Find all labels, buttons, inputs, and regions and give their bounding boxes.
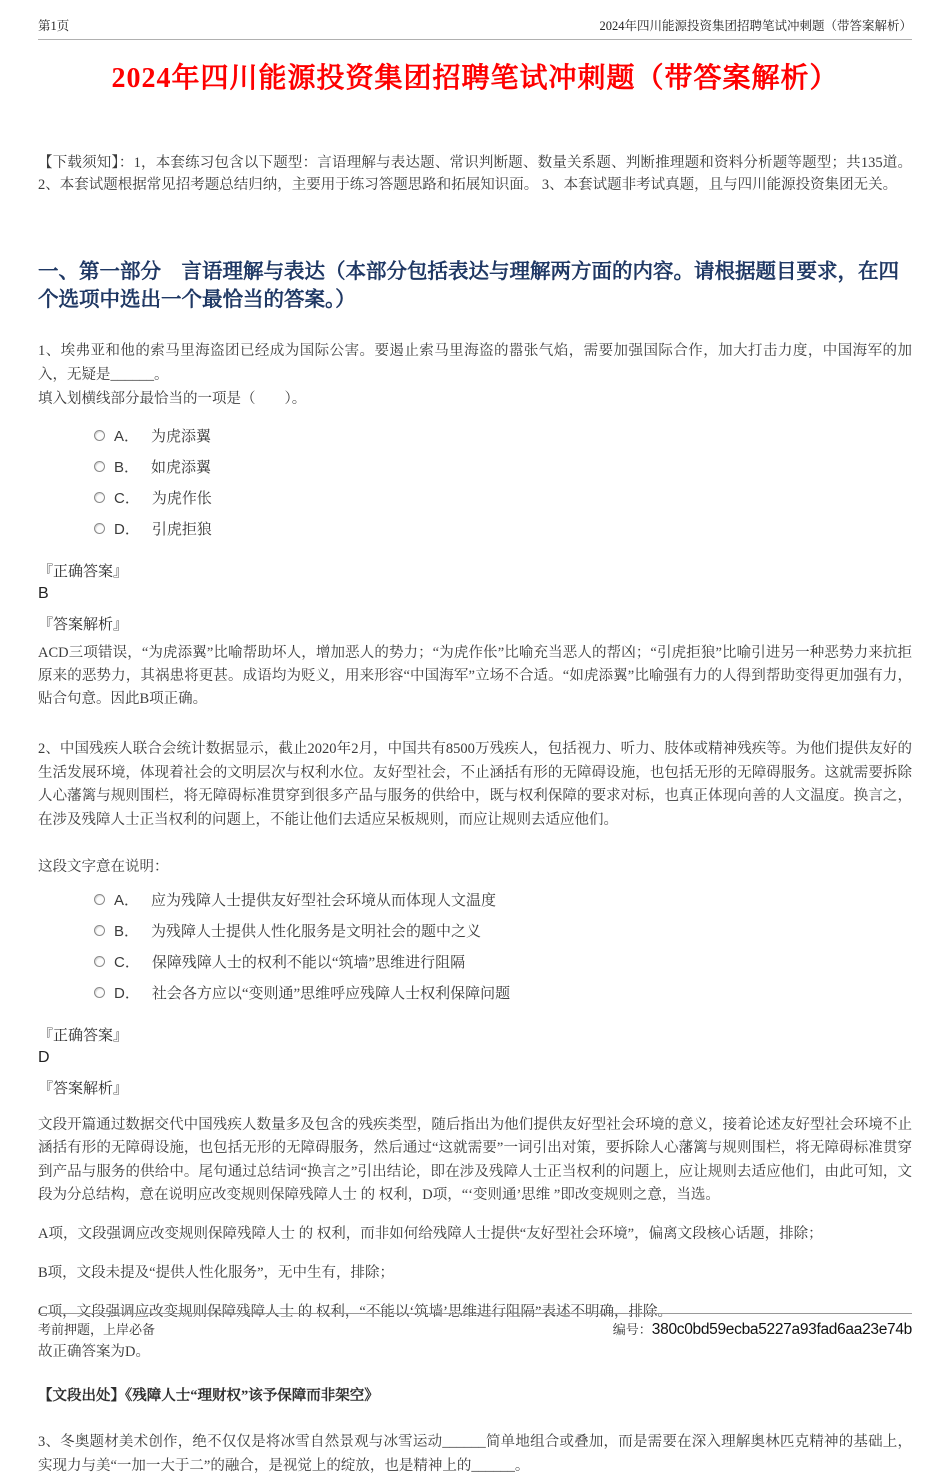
option-letter: B． — [114, 459, 140, 477]
page-footer — [38, 1313, 912, 1339]
option-text: 为虎作伥 — [151, 491, 212, 508]
correct-answer-value: B — [38, 585, 49, 603]
option-row-a — [94, 884, 912, 915]
option-text: 为残障人士提供人性化服务是文明社会的题中之义 — [151, 924, 482, 941]
question-2-prompt: 这段文字意在说明： — [38, 859, 169, 876]
option-row-a — [94, 420, 912, 451]
footer-code-value: 380c0bd59ecba5227a93fad6aa23e74b — [651, 1321, 912, 1338]
footer-code — [613, 1319, 912, 1339]
question-1-options — [94, 420, 912, 544]
option-row-b — [94, 451, 912, 482]
page-header — [38, 0, 912, 40]
correct-answer-label: 『正确答案』 — [38, 564, 129, 581]
passage-source: 【文段出处】《残障人士“理财权”该予保障而非架空》 — [38, 1387, 379, 1404]
option-text: 引虎拒狼 — [151, 522, 212, 539]
option-text: 为虎添翼 — [151, 429, 212, 446]
question-2-stem: 2、中国残疾人联合会统计数据显示，截止2020年2月，中国共有8500万残疾人，包括视力、听力、肢体或精神残疾等。为他们提供友好的生活发展环境，体现着社会的文明层次与权利水位。友好型社会，不止涵括有形的无障碍设施，也包括无形的无障碍服务。这就需要拆除人心藩篱与规则围栏，将无障碍标准贯穿到很多产品与服务的供给中，既与权利保障的要求对标，也真正体现向善的人文温度。换言之，在涉及残障人士正当权利的问题上，不能让他们去适应呆板规则，而应让规则去适应他们。 — [38, 740, 912, 829]
header-page-number: 第1页 — [38, 19, 70, 33]
page-title: 2024年四川能源投资集团招聘笔试冲刺题（带答案解析） — [111, 63, 839, 94]
option-letter: A． — [114, 892, 140, 910]
option-letter: D． — [114, 521, 140, 539]
header-doc-title: 2024年四川能源投资集团招聘笔试冲刺题（带答案解析） — [599, 19, 912, 33]
analysis-paragraph-option-c: C项，文段强调应改变规则保障残障人士 的 权利，“不能以‘筑墙’思维进行阻隔”表述不明确，排除。 — [38, 1304, 672, 1321]
correct-answer-value: D — [38, 1049, 50, 1067]
question-1 — [38, 340, 912, 711]
option-letter: C． — [114, 954, 140, 972]
radio-button-d[interactable] — [94, 987, 105, 998]
analysis-label: 『答案解析』 — [38, 1081, 129, 1098]
radio-button-b[interactable] — [94, 925, 105, 936]
footer-slogan: 考前押题，上岸必备 — [38, 1322, 156, 1337]
question-1-prompt: 填入划横线部分最恰当的一项是（ ）。 — [38, 391, 307, 408]
option-letter: D． — [114, 985, 140, 1003]
option-text: 应为残障人士提供友好型社会环境从而体现人文温度 — [151, 893, 497, 910]
analysis-paragraph-option-a: A项，文段强调应改变规则保障残障人士 的 权利，而非如何给残障人士提供“友好型社会环境”，偏离文段核心话题，排除； — [38, 1226, 823, 1243]
analysis-label: 『答案解析』 — [38, 617, 129, 634]
radio-button-d[interactable] — [94, 523, 105, 534]
question-3 — [38, 1431, 912, 1479]
question-2 — [38, 738, 912, 1405]
question-3-stem: 3、冬奥题材美术创作，绝不仅仅是将冰雪自然景观与冰雪运动______简单地组合或叠加，而是需要在深入理解奥林匹克精神的基础上，实现力与美“一加一大于二”的融合，是视觉上的绽放，也是精神上的______。 — [38, 1433, 912, 1474]
radio-button-a[interactable] — [94, 430, 105, 441]
download-notice: 【下载须知】：1，本套练习包含以下题型：言语理解与表达题、常识判断题、数量关系题、判断推理题和资料分析题等题型；共135道。2、本套试题根据常见招考题总结归纳，主要用于练习答题思路和拓展知识面。 3、本套试题非考试真题，且与四川能源投资集团无关。 — [38, 155, 912, 194]
footer-code-label: 编号： — [612, 1322, 652, 1337]
radio-button-a[interactable] — [94, 894, 105, 905]
correct-answer-label: 『正确答案』 — [38, 1028, 129, 1045]
analysis-paragraph-option-b: B项，文段未提及“提供人性化服务”，无中生有，排除； — [38, 1265, 395, 1282]
radio-button-c[interactable] — [94, 956, 105, 967]
option-letter: C． — [114, 490, 140, 508]
option-text: 保障残障人士的权利不能以“筑墙”思维进行阻隔 — [151, 955, 466, 972]
radio-button-c[interactable] — [94, 492, 105, 503]
option-letter: B． — [114, 923, 140, 941]
question-1-stem: 1、埃弗亚和他的索马里海盗团已经成为国际公害。要遏止索马里海盗的嚣张气焰，需要加强国际合作，加大打击力度，中国海军的加入，无疑是______。 — [38, 343, 912, 384]
option-letter: A． — [114, 428, 140, 446]
analysis-text: ACD三项错误，“为虎添翼”比喻帮助坏人，增加恶人的势力；“为虎作伥”比喻充当恶人的帮凶；“引虎拒狼”比喻引进另一种恶势力来抗拒原来的恶势力，其祸患将更甚。成语均为贬义，用来形容“中国海军”立场不合适。“如虎添翼”比喻强有力的人得到帮助变得更加强有力，贴合句意。因此B项正确。 — [38, 645, 912, 708]
analysis-paragraph: 文段开篇通过数据交代中国残疾人数量多及包含的残疾类型，随后指出为他们提供友好型社会环境的意义，接着论述友好型社会环境不止涵括有形的无障碍设施，也包括无形的无障碍服务，然后通过“这就需要”一词引出对策，要拆除人心藩篱与规则围栏，将无障碍标准贯穿到产品与服务的供给中。尾句通过总结词“换言之”引出结论，即在涉及残障人士正当权利的问题上，应让规则去适应他们，由此可知，文段为分总结构，意在说明应改变规则保障残障人士 的 权利，D项，“‘变则通’思维 ”即改变规则之意，当选。 — [38, 1117, 912, 1203]
question-2-options — [94, 884, 912, 1008]
option-row-b — [94, 915, 912, 946]
option-text: 如虎添翼 — [151, 460, 212, 477]
option-text: 社会各方应以“变则通”思维呼应残障人士权利保障问题 — [151, 986, 511, 1003]
option-row-d — [94, 513, 912, 544]
section-heading: 一、第一部分 言语理解与表达（本部分包括表达与理解两方面的内容。请根据题目要求，在四个选项中选出一个最恰当的答案。） — [38, 260, 899, 311]
option-row-d — [94, 977, 912, 1008]
option-row-c — [94, 482, 912, 513]
analysis-conclusion: 故正确答案为D。 — [38, 1343, 150, 1360]
radio-button-b[interactable] — [94, 461, 105, 472]
option-row-c — [94, 946, 912, 977]
